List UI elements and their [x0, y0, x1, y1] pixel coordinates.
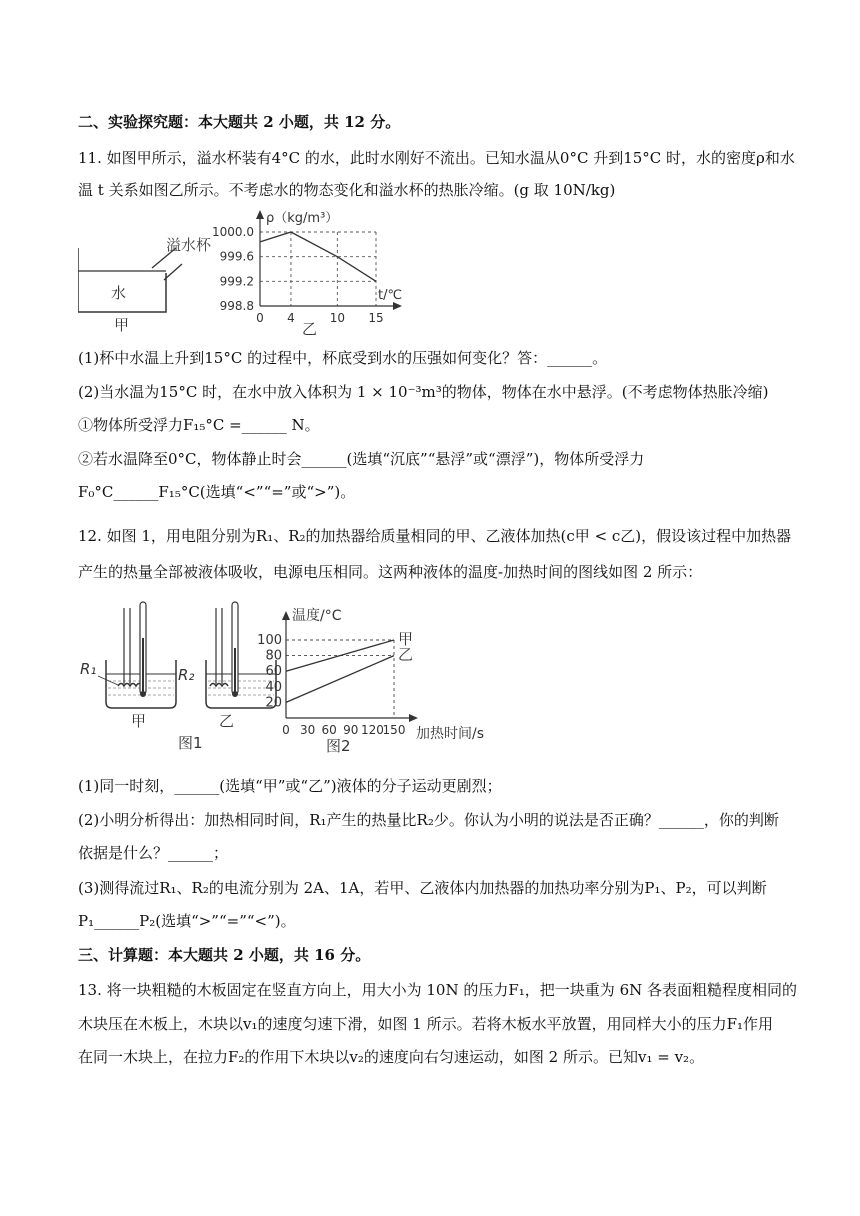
fig-yi-caption: 乙 — [302, 320, 318, 338]
q12-line2: 产生的热量全部被液体吸收，电源电压相同。这两种液体的温度-加热时间的图线如图 2 所示： — [78, 563, 703, 581]
temp-x-tick: 0 — [282, 723, 290, 737]
q11-part2b: ②若水温降至0°C，物体静止时会______(选填“沉底”“悬浮”或“漂浮”)，物体所受浮力 — [78, 450, 645, 468]
q11-line1: 11. 如图甲所示，溢水杯装有4°C 的水，此时水刚好不流出。已知水温从0°C 升到15°C 时，水的密度ρ和水 — [78, 149, 795, 167]
series-yi-line — [286, 656, 394, 703]
temp-x-tick: 90 — [343, 723, 359, 737]
temp-x-label: 加热时间/s — [416, 726, 485, 742]
temp-x-tick: 30 — [299, 723, 316, 737]
q12-part2b: 依据是什么？______； — [78, 844, 229, 862]
rho-x-label: t/℃ — [378, 288, 403, 303]
rho-x-tick: 10 — [329, 311, 345, 325]
q11-part2: (2)当水温为15°C 时，在水中放入体积为 1 × 10⁻³m³的物体，物体在水中悬浮。(不考虑物体热胀冷缩) — [78, 383, 769, 401]
fig-jia-caption: 甲 — [114, 316, 130, 334]
temp-x-tick: 150 — [382, 723, 406, 737]
q12-part3b: P₁______P₂(选填“>”“=”“<”)。 — [78, 912, 296, 930]
q12-part3a: (3)测得流过R₁、R₂的电流分别为 2A、1A，若甲、乙液体内加热器的加热功率分别为P₁、P₂，可以判断 — [78, 879, 767, 897]
q12-part2a: (2)小明分析得出：加热相同时间，R₁产生的热量比R₂少。你认为小明的说法是否正确？______，你的判断 — [78, 811, 779, 829]
q11-figure-jia — [78, 228, 218, 338]
q12-figure-1 — [78, 598, 278, 758]
temp-y-tick: 100 — [257, 633, 282, 648]
temp-y-tick: 80 — [265, 648, 282, 664]
q12-part1: (1)同一时刻，______(选填“甲”或“乙”)液体的分子运动更剧烈； — [78, 777, 502, 795]
q13-line3: 在同一木块上，在拉力F₂的作用下木块以v₂的速度向右匀速运动，如图 2 所示。已知v₁ = v₂。 — [78, 1048, 705, 1066]
rho-tick-labels — [212, 225, 384, 325]
fig1-jia-label: 甲 — [131, 712, 147, 730]
q11-part2c: F₀°C______F₁₅°C(选填“<”“=”或“>”)。 — [78, 483, 356, 501]
temp-y-label: 温度/°C — [292, 608, 342, 624]
temp-x-tick: 120 — [360, 723, 384, 737]
q11-chart-yi — [200, 206, 430, 338]
rho-y-tick: 1000.0 — [212, 225, 254, 239]
q11-line2: 温 t 关系如图乙所示。不考虑水的物态变化和溢水杯的热胀冷缩。(g 取 10N/kg) — [78, 181, 616, 199]
rho-x-tick: 4 — [287, 311, 295, 325]
q13-line2: 木块压在木板上，木块以v₁的速度匀速下滑，如图 1 所示。若将木板水平放置，用同样大小的压力F₁作用 — [78, 1015, 773, 1033]
temp-tick-labels — [257, 633, 405, 737]
fig1-yi-label: 乙 — [219, 712, 235, 730]
fig2-caption: 图2 — [326, 737, 351, 754]
rho-x-tick: 15 — [368, 311, 384, 325]
rho-x-arrow — [393, 302, 402, 310]
temp-x-arrow — [409, 714, 418, 722]
r2-label: R₂ — [178, 666, 195, 684]
temp-y-tick: 20 — [265, 695, 282, 711]
q12-line1: 12. 如图 1，用电阻分别为R₁、R₂的加热器给质量相同的甲、乙液体加热(c甲 < c乙)，假设该过程中加热器 — [78, 527, 792, 545]
rho-y-label: ρ（kg/m³） — [266, 211, 339, 226]
rho-grid-lines — [260, 232, 376, 306]
water-label: 水 — [111, 284, 127, 302]
fig1-caption: 图1 — [178, 734, 203, 752]
cup-label: 溢水杯 — [166, 236, 212, 254]
q12-chart-2 — [256, 602, 506, 754]
q11-part2a: ①物体所受浮力F₁₅°C =______ N。 — [78, 416, 320, 434]
rho-y-tick: 998.8 — [219, 299, 254, 313]
series-yi-label: 乙 — [398, 645, 414, 664]
rho-y-tick: 999.6 — [219, 249, 254, 264]
spout-lower — [164, 264, 182, 280]
section-2-title: 二、实验探究题：本大题共 2 小题，共 12 分。 — [78, 113, 401, 131]
cup-outline — [78, 248, 166, 312]
rho-x-tick: 0 — [256, 311, 264, 325]
r1-label: R₁ — [80, 660, 97, 678]
rho-y-arrow — [256, 210, 264, 219]
temp-y-arrow — [282, 611, 290, 620]
q11-part1: (1)杯中水温上升到15°C 的过程中，杯底受到水的压强如何变化？答：______。 — [78, 349, 608, 367]
beaker-jia — [80, 602, 176, 730]
q13-line1: 13. 将一块粗糙的木板固定在竖直方向上，用大小为 10N 的压力F₁，把一块重为 6N 各表面粗糙程度相同的 — [78, 981, 798, 999]
series-jia-label: 甲 — [398, 630, 414, 648]
temp-x-tick: 60 — [321, 723, 337, 737]
temp-y-tick: 40 — [265, 679, 282, 695]
temp-y-tick: 60 — [265, 664, 282, 680]
rho-y-tick: 999.2 — [219, 274, 254, 289]
section-3-title: 三、计算题：本大题共 2 小题，共 16 分。 — [78, 946, 371, 964]
